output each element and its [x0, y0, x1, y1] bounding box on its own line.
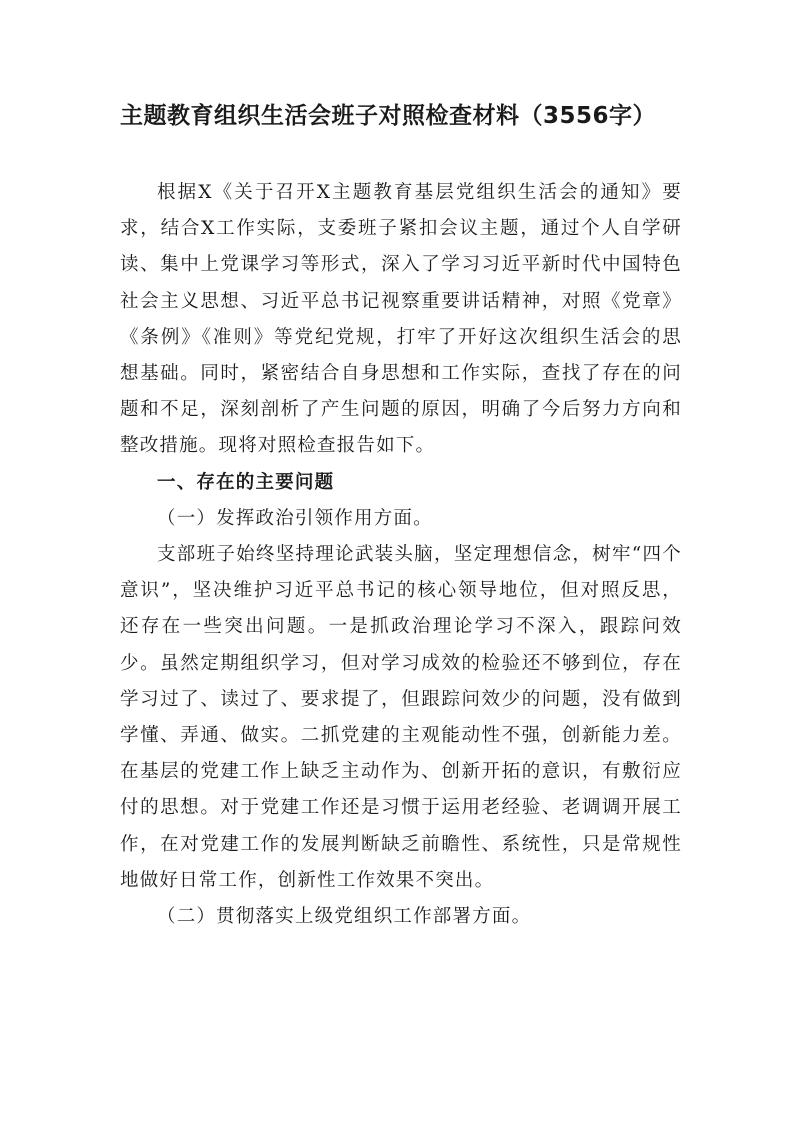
subsection-heading-implementation: （二）贯彻落实上级党组织工作部署方面。 [157, 906, 532, 928]
political-leadership-paragraph: 支部班子始终坚持理论武装头脑，坚定理想信念，树牢“四个意识”，坚决维护习近平总书记的核心领导地位，但对照反思，还存在一些突出问题。一是抓政治理论学习不深入，跟踪问效少。虽然定期组织学习，但对学习成效的检验还不够到位，存在学习过了、读过了、要求提了，但跟踪问效少的问题，没有做到学懂、弄通、做实。二抓党建的主观能动性不强，创新能力差。在基层的党建工作上缺乏主动作为、创新开拓的意识，有敷衍应付的思想。对于党建工作还是习惯于运用老经验、老调调开展工作，在对党建工作的发展判断缺乏前瞻性、系统性，只是常规性地做好日常工作，创新性工作效果不突出。 [120, 544, 682, 891]
document-body [120, 175, 682, 935]
intro-paragraph: 根据X《关于召开X主题教育基层党组织生活会的通知》要求，结合X工作实际，支委班子紧扣会议主题，通过个人自学研读、集中上党课学习等形式，深入了学习习近平新时代中国特色社会主义思想、习近平总书记视察重要讲话精神，对照《党章》《条例》《准则》等党纪党规，打牢了开好这次组织生活会的思想基础。同时，紧密结合自身思想和工作实际，查找了存在的问题和不足，深刻剖析了产生问题的原因，明确了今后努力方向和整改措施。现将对照检查报告如下。 [120, 182, 682, 457]
section-heading-problems: 一、存在的主要问题 [157, 471, 335, 493]
subsection-heading-political-leadership: （一）发挥政治引领作用方面。 [157, 507, 433, 529]
document-title: 主题教育组织生活会班子对照检查材料（3556字） [120, 103, 657, 129]
